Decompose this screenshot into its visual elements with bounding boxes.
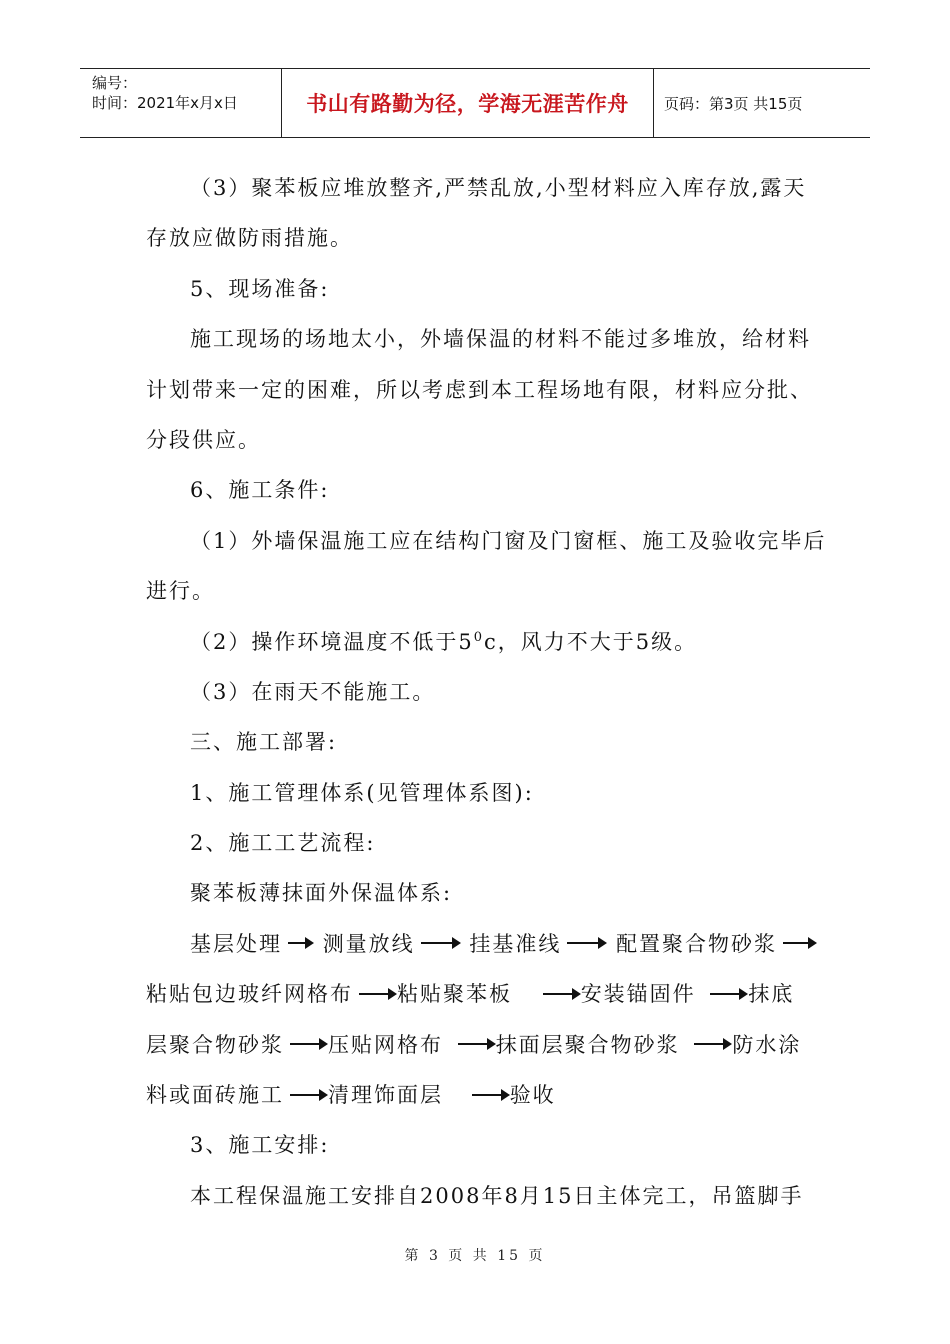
flow-step: 抹底 xyxy=(748,982,795,1007)
time-label: 时间：2021年x月x日 xyxy=(92,94,238,112)
paragraph-line: （1）外墙保温施工应在结构门窗及门窗框、施工及验收完毕后 xyxy=(190,528,827,553)
flow-step: 挂基准线 xyxy=(469,931,562,956)
document-header xyxy=(80,68,870,138)
flow-step: 粘贴包边玻纤网格布 xyxy=(146,982,353,1007)
number-label: 编号： xyxy=(92,74,138,92)
arrow-right-icon xyxy=(783,942,813,944)
paragraph-line: 本工程保温施工安排自2008年8月15日主体完工，吊篮脚手 xyxy=(190,1183,804,1208)
flow-step: 层聚合物砂浆 xyxy=(146,1032,284,1057)
arrow-right-icon xyxy=(421,942,457,944)
header-page-info: 页码：第3页 共15页 xyxy=(664,94,803,113)
degree-superscript: 0 xyxy=(473,629,485,645)
flow-step: 基层处理 xyxy=(190,931,282,956)
flow-step: 测量放线 xyxy=(322,931,415,956)
flow-step: 清理饰面层 xyxy=(328,1083,443,1108)
paragraph-line: 存放应做防雨措施。 xyxy=(146,226,353,251)
arrow-right-icon xyxy=(472,1094,506,1096)
flow-line xyxy=(146,1070,816,1120)
section-heading: 3、施工安排: xyxy=(190,1133,330,1158)
flow-step: 安装锚固件 xyxy=(580,982,696,1007)
arrow-right-icon xyxy=(458,1043,492,1045)
section-heading: 2、施工工艺流程: xyxy=(190,831,376,856)
condition-text: （2）操作环境温度不低于5 xyxy=(190,629,474,654)
document-body xyxy=(146,163,827,1221)
paragraph-line: （3）在雨天不能施工。 xyxy=(190,679,436,704)
paragraph-line: 进行。 xyxy=(146,579,215,604)
section-heading: 5、现场准备: xyxy=(190,276,330,301)
arrow-right-icon xyxy=(290,1094,324,1096)
section-heading: 1、施工管理体系(见管理体系图): xyxy=(190,780,534,805)
paragraph-line xyxy=(146,617,816,667)
section-heading: 三、施工部署: xyxy=(190,730,338,755)
paragraph-line: （3）聚苯板应堆放整齐,严禁乱放,小型材料应入库存放,露天 xyxy=(190,176,807,200)
arrow-right-icon xyxy=(543,993,577,995)
arrow-right-icon xyxy=(290,1043,324,1045)
arrow-right-icon xyxy=(694,1043,728,1045)
paragraph-line: 聚苯板薄抹面外保温体系: xyxy=(190,881,453,906)
flow-step: 料或面砖施工 xyxy=(146,1083,284,1108)
section-heading: 6、施工条件: xyxy=(190,478,330,503)
arrow-right-icon xyxy=(567,942,603,944)
flow-step: 防水涂 xyxy=(732,1032,802,1057)
flow-line xyxy=(146,1020,816,1070)
paragraph-line: 分段供应。 xyxy=(146,427,261,452)
flow-line xyxy=(146,919,816,969)
arrow-right-icon xyxy=(359,993,393,995)
flow-step: 粘贴聚苯板 xyxy=(397,982,512,1007)
condition-text: c，风力不大于5级。 xyxy=(484,629,698,654)
flow-step: 验收 xyxy=(509,1083,556,1108)
flow-step: 配置聚合物砂浆 xyxy=(616,931,778,956)
flow-line xyxy=(146,969,816,1019)
flow-step: 压贴网格布 xyxy=(328,1032,443,1057)
flow-step: 抹面层聚合物砂浆 xyxy=(495,1032,680,1057)
arrow-right-icon xyxy=(288,942,310,944)
arrow-right-icon xyxy=(710,993,744,995)
paragraph-line: 施工现场的场地太小，外墙保温的材料不能过多堆放，给材料 xyxy=(190,327,811,352)
header-motto: 书山有路勤为径，学海无涯苦作舟 xyxy=(282,69,654,137)
paragraph-line: 计划带来一定的困难，所以考虑到本工程场地有限，材料应分批、 xyxy=(146,377,813,402)
header-meta xyxy=(80,69,282,137)
page-footer: 第 3 页 共 15 页 xyxy=(404,1248,546,1264)
